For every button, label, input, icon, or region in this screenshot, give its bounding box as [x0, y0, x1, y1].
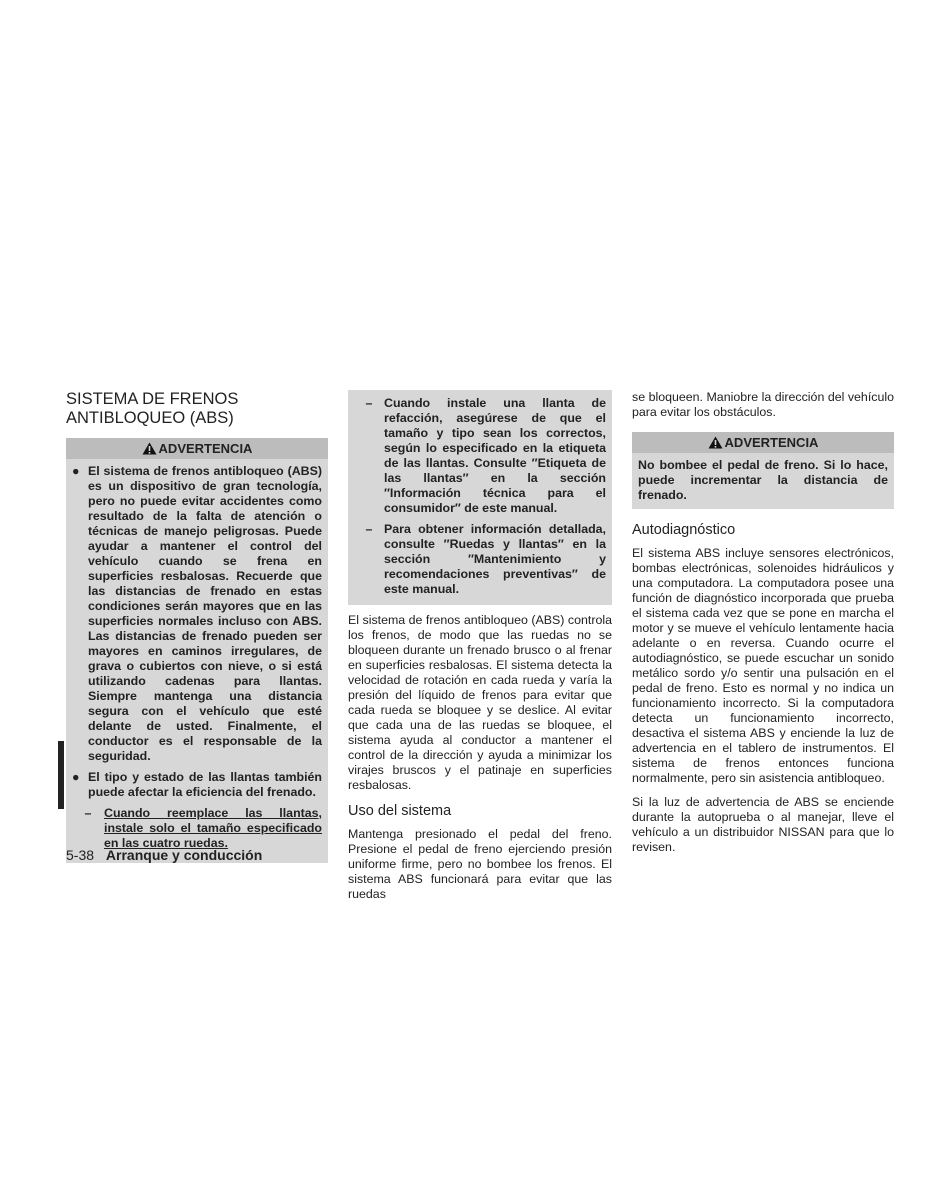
uso-paragraph-continued: se bloqueen. Maniobre la dirección del vehículo para evitar los obstáculos.: [632, 390, 894, 419]
warning-box-pump: [632, 432, 894, 509]
column-middle: [348, 390, 612, 911]
dash-text: Cuando instale una llanta de refacción, asegúrese de que el tamaño y tipo sean los correctos, según lo especificado en la etiqueta de las llantas. Consulte ″Etiqueta de las llantas″ en la sección ″Información técnica para el consumidor″ de este manual.: [384, 396, 606, 515]
abs-description-paragraph: El sistema de frenos antibloqueo (ABS) controla los frenos, de modo que las ruedas no se bloqueen durante un frenado brusco o al frenar en superficies resbalosas. El sistema detecta la velocidad de rotación en cada rueda y varía la presión del líquido de frenos para evitar que cada rueda se bloquee y se deslice. Al evitar que cada una de las ruedas se bloquee, el sistema ayuda al conductor a mantener el control de la dirección y ayuda a minimizar los virajes bruscos y el patinaje en superficies resbalosas.: [348, 613, 612, 792]
uso-paragraph: Mantenga presionado el pedal del freno. Presione el pedal de freno ejerciendo presión uniforme firme, pero no bombee los frenos. El sistema ABS funcionará para evitar que las ruedas: [348, 827, 612, 901]
warning-dash-item-2: [354, 396, 606, 516]
column-left: [66, 390, 328, 863]
dash-text: Cuando reemplace las llantas, instale solo el tamaño especificado en las cuatro ruedas.: [104, 806, 322, 850]
autodiagnostico-paragraph: El sistema ABS incluye sensores electrónicos, bombas electrónicas, solenoides hidráulicos y una computadora. La computadora posee una función de diagnóstico incorporada que prueba el sistema cada vez que se pone en marcha el motor y se mueve el vehículo lentamente hacia adelante o en reversa. Cuando ocurre el autodiagnóstico, se puede escuchar un sonido metálico sordo y/o sentir una pulsación en el pedal de freno. Esto es normal y no indica un funcionamiento incorrecto. Si la computadora detecta un funcionamiento incorrecto, desactiva el sistema ABS y enciende la luz de advertencia en el tablero de instrumentos. El sistema de frenos entonces funciona normalmente, pero sin asistencia antibloqueo.: [632, 546, 894, 785]
warning-heading: [632, 432, 894, 453]
chapter-title: Arranque y conducción: [105, 847, 263, 863]
warning-bullet-1: [72, 464, 322, 764]
warning-box-continued: [348, 390, 612, 605]
warning-dash-item-3: [354, 522, 606, 597]
section-title: [66, 390, 328, 428]
warning-text: No bombee el pedal de freno. Si lo hace, puede incrementar la distancia de frenado.: [638, 458, 888, 502]
bullet-text: El sistema de frenos antibloqueo (ABS) es un dispositivo de gran tecnología, pero no puede evitar accidentes como resultado de la falta de atención o técnicas de manejo peligrosas. Puede ayudar a mantener el control del vehículo cuando se frena en superficies resbalosas. Recuerde que las distancias de frenado en estas condiciones serán mayores que en las superficies normales incluso con ABS. Las distancias de frenado pueden ser mayores en caminos irregulares, de grava o cubiertos con nieve, o si está utilizando cadenas para llantas. Siempre mantenga una distancia segura con el vehículo que esté delante de usted. Finalmente, el conductor es el responsable de la seguridad.: [88, 464, 322, 763]
column-right: [632, 390, 894, 864]
revision-bar: [58, 741, 64, 809]
abs-light-paragraph: Si la luz de advertencia de ABS se enciende durante la autoprueba o al manejar, lleve el vehículo a un distribuidor NISSAN para que lo revisen.: [632, 795, 894, 854]
warning-dash-item-1: [72, 806, 322, 851]
warning-bullet-2: [72, 770, 322, 800]
warning-box-abs: [66, 438, 328, 863]
page-number: 5-38: [66, 847, 95, 863]
warning-triangle-icon: [142, 442, 157, 455]
bullet-marker: ●: [72, 770, 80, 784]
warning-body-continued: [348, 390, 612, 605]
dash-marker: –: [84, 806, 92, 820]
section-title-line2: ANTIBLOQUEO (ABS): [66, 409, 234, 427]
bullet-text: El tipo y estado de las llantas también puede afectar la eficiencia del frenado.: [88, 770, 322, 799]
warning-heading-text: ADVERTENCIA: [724, 435, 819, 450]
subsection-title-autodiagnostico: Autodiagnóstico: [632, 522, 736, 538]
page-footer: [66, 847, 262, 863]
subsection-title-uso: Uso del sistema: [348, 803, 452, 819]
dash-text: Para obtener información detallada, consulte ″Ruedas y llantas″ en la sección ″Mantenimiento y recomendaciones preventivas″ de este manual.: [384, 522, 606, 596]
warning-triangle-icon: [708, 436, 723, 449]
dash-marker: –: [365, 522, 373, 536]
warning-heading-text: ADVERTENCIA: [158, 441, 253, 456]
warning-heading: [66, 438, 328, 459]
section-title-line1: SISTEMA DE FRENOS: [66, 390, 239, 408]
warning-body: [66, 459, 328, 863]
dash-marker: –: [365, 396, 373, 410]
bullet-marker: ●: [72, 464, 80, 478]
